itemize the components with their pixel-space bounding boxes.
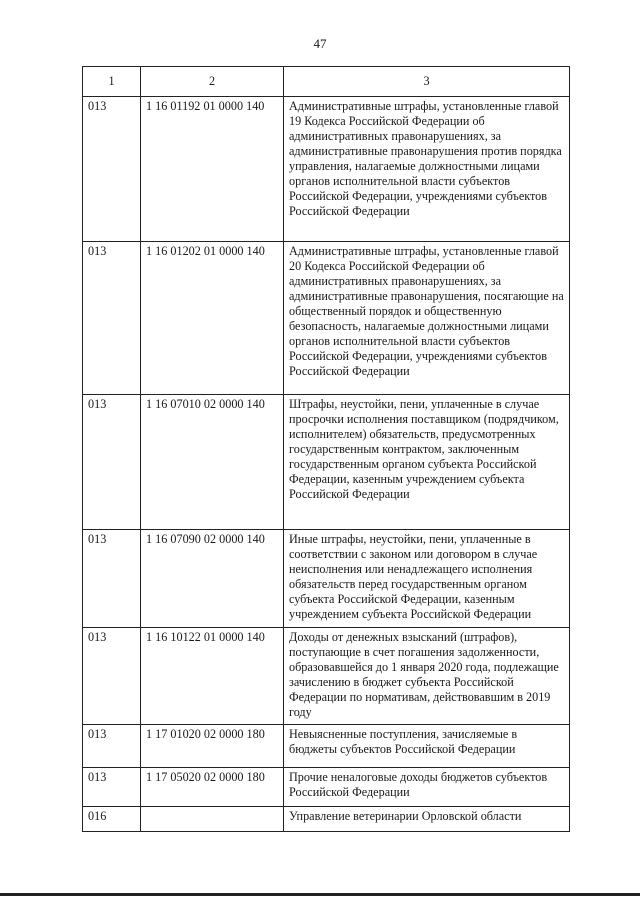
admin-code-cell: 013 — [83, 768, 141, 807]
revenue-code-cell — [141, 807, 284, 832]
table-row — [83, 242, 570, 395]
revenue-code-cell: 1 17 05020 02 0000 180 — [141, 768, 284, 807]
admin-code-cell: 013 — [83, 628, 141, 725]
revenue-name-cell: Невыясненные поступления, зачисляемые в бюджеты субъектов Российской Федерации — [284, 725, 570, 768]
table-row — [83, 807, 570, 832]
admin-code-cell: 016 — [83, 807, 141, 832]
column-header-2: 2 — [141, 67, 284, 97]
admin-code-cell: 013 — [83, 725, 141, 768]
table-row — [83, 725, 570, 768]
revenue-name-cell: Иные штрафы, неустойки, пени, уплаченные в соответствии с законом или договором в случае неисполнения или ненадлежащего исполнения обязательств перед государственным органом субъекта Российской Федерации, казенным учреждением субъекта Российской Федерации — [284, 530, 570, 628]
revenue-name-cell: Штрафы, неустойки, пени, уплаченные в случае просрочки исполнения поставщиком (подрядчиком, исполнителем) обязательств, предусмотренных государственным контрактом, заключенным государственным органом субъекта Российской Федерации, казенным учреждением субъекта Российской Федерации — [284, 395, 570, 530]
revenue-name-cell: Административные штрафы, установленные главой 20 Кодекса Российской Федерации об административных правонарушениях, за административные правонарушения, посягающие на общественный порядок и общественную безопасность, налагаемые должностными лицами органов исполнительной власти субъектов Российской Федерации, учреждениями субъектов Российской Федерации — [284, 242, 570, 395]
admin-code-cell: 013 — [83, 97, 141, 242]
revenue-codes-table — [82, 66, 570, 832]
revenue-code-cell: 1 16 10122 01 0000 140 — [141, 628, 284, 725]
revenue-code-cell: 1 17 01020 02 0000 180 — [141, 725, 284, 768]
revenue-name-cell: Доходы от денежных взысканий (штрафов), поступающие в счет погашения задолженности, образовавшейся до 1 января 2020 года, подлежащие зачислению в бюджет субъекта Российской Федерации по нормативам, действовавшим в 2019 году — [284, 628, 570, 725]
revenue-name-cell: Административные штрафы, установленные главой 19 Кодекса Российской Федерации об административных правонарушениях, за административные правонарушения против порядка управления, налагаемые должностными лицами органов исполнительной власти субъектов Российской Федерации, учреждениями субъектов Российской Федерации — [284, 97, 570, 242]
revenue-code-cell: 1 16 01192 01 0000 140 — [141, 97, 284, 242]
table-row — [83, 628, 570, 725]
admin-code-cell: 013 — [83, 530, 141, 628]
column-header-3: 3 — [284, 67, 570, 97]
table-row — [83, 768, 570, 807]
admin-code-cell: 013 — [83, 395, 141, 530]
admin-code-cell: 013 — [83, 242, 141, 395]
table-row — [83, 97, 570, 242]
scan-bottom-edge — [0, 893, 640, 896]
column-header-1: 1 — [83, 67, 141, 97]
table-header-row — [83, 67, 570, 97]
revenue-name-cell: Прочие неналоговые доходы бюджетов субъектов Российской Федерации — [284, 768, 570, 807]
table-row — [83, 530, 570, 628]
revenue-code-cell: 1 16 07010 02 0000 140 — [141, 395, 284, 530]
revenue-code-cell: 1 16 01202 01 0000 140 — [141, 242, 284, 395]
page-number: 47 — [313, 36, 327, 51]
revenue-name-cell: Управление ветеринарии Орловской области — [284, 807, 570, 832]
table-row — [83, 395, 570, 530]
revenue-code-cell: 1 16 07090 02 0000 140 — [141, 530, 284, 628]
